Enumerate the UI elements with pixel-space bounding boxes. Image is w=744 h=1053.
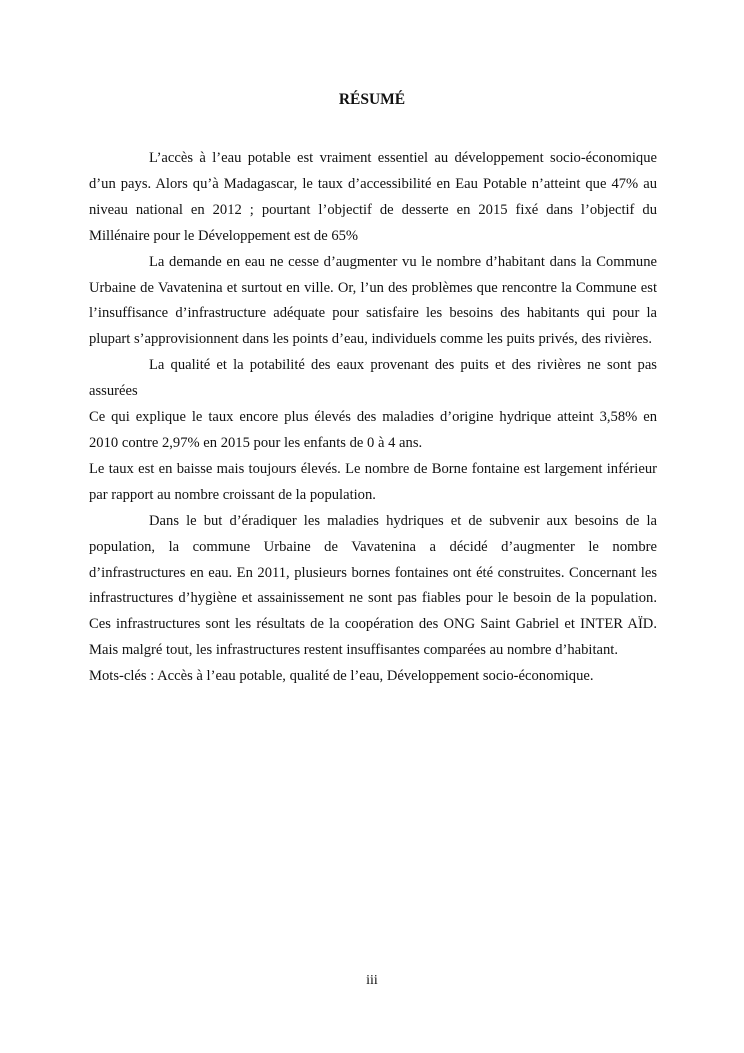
abstract-body (89, 146, 657, 690)
paragraph-disease-rate: Ce qui explique le taux encore plus élevés des maladies d’origine hydrique atteint 3,58% en 2010 contre 2,97% en 2015 pour les enfants de 0 à 4 ans. (89, 409, 657, 451)
page-number: iii (366, 973, 378, 988)
paragraph-fountains: Le taux est en baisse mais toujours élevés. Le nombre de Borne fontaine est largement inférieur par rapport au nombre croissant de la population. (89, 460, 657, 503)
paragraph-intro: L’accès à l’eau potable est vraiment essentiel au développement socio-économique d’un pays. Alors qu’à Madagascar, le taux d’accessibilité en Eau Potable n’atteint que 47% au niveau national en 2012 ; pourtant l’objectif de desserte en 2015 fixé dans l’objectif du Millénaire pour le Développement est de 65% (89, 150, 657, 244)
paragraph-infrastructure: Dans le but d’éradiquer les maladies hydriques et de subvenir aux besoins de la population, la commune Urbaine de Vavatenina a décidé d’augmenter le nombre d’infrastructures en eau. En 2011, plusieurs bornes fontaines ont été construites. Concernant les infrastructures d’hygiène et assainissement ne sont pas fiables pour le besoin de la population. Ces infrastructures sont les résultats de la coopération des ONG Saint Gabriel et INTER AÏD. Mais malgré tout, les infrastructures restent insuffisantes comparées au nombre d’habitant. (89, 512, 657, 659)
keywords: Mots-clés : Accès à l’eau potable, qualité de l’eau, Développement socio-économique. (89, 668, 594, 685)
paragraph-demand: La demande en eau ne cesse d’augmenter vu le nombre d’habitant dans la Commune Urbaine de Vavatenina et surtout en ville. Or, l’un des problèmes que rencontre la Commune est l’insuffisance d’infrastructure adéquate pour satisfaire les besoins des habitants qui pour la plupart s’approvisionnent dans les points d’eau, individuels comme les puits privés, des rivières. (89, 253, 657, 348)
paragraph-quality: La qualité et la potabilité des eaux provenant des puits et des rivières ne sont pas assurées (89, 357, 657, 400)
page-title: RÉSUMÉ (338, 91, 406, 108)
